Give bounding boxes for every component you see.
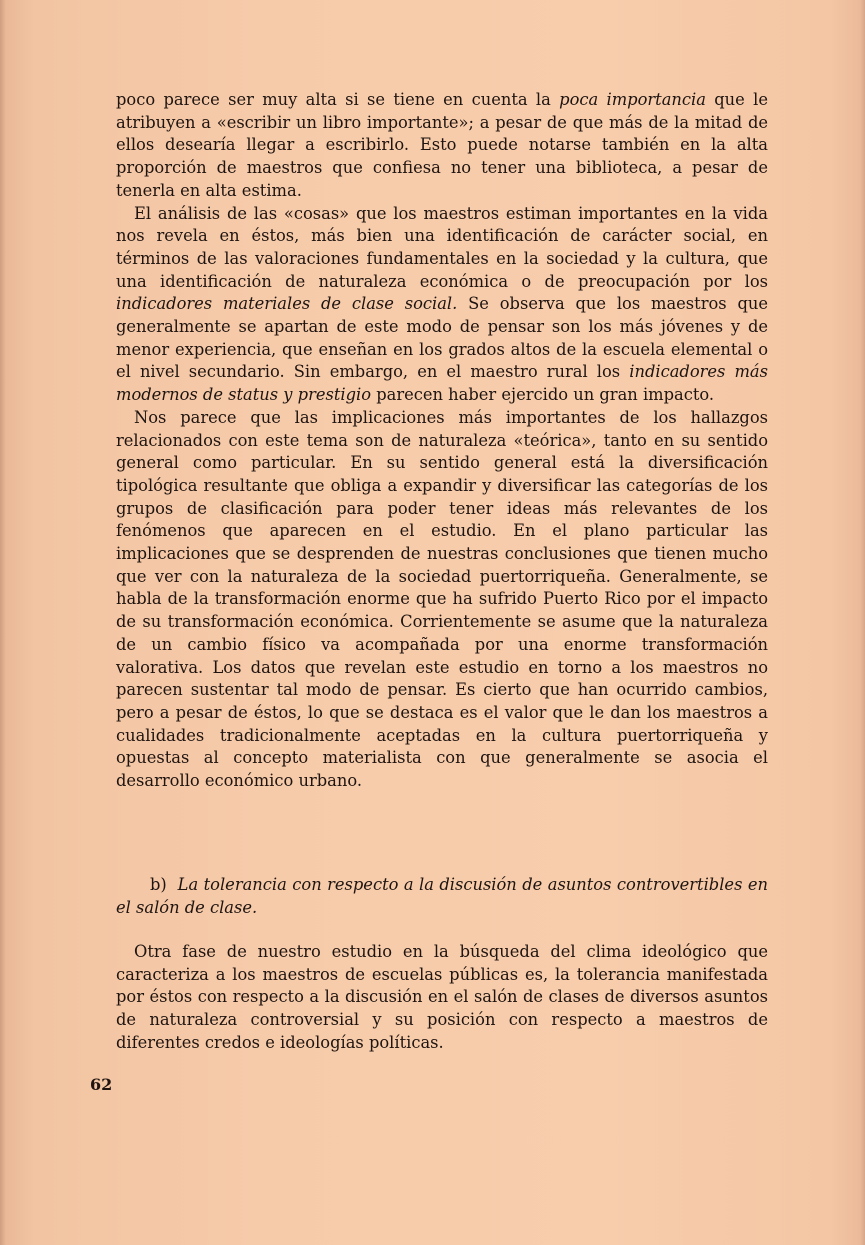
paragraph-2-text-b: Se observa que los maestros que generalmente se apartan de este modo de pensar son los más jóvenes y de menor experiencia, que enseñan en los grados altos de la escuela elemental o el nivel secundario. Sin embargo, en el maestro rural los [116, 294, 768, 382]
main-text-block [116, 89, 768, 793]
paragraph-1 [116, 89, 768, 203]
paragraph-1-emphasis: poca importancia [559, 90, 706, 109]
paragraph-2-text-a: El análisis de las «cosas» que los maestros estiman importantes en la vida nos revela en éstos, más bien una identificación de carácter social, en términos de las valoraciones fundamentales en la sociedad y la cultura, que una identificación de naturaleza económica o de preocupación por los [116, 203, 768, 291]
section-heading-title: La tolerancia con respecto a la discusión de asuntos controvertibles en el salón de clase. [116, 875, 768, 917]
paragraph-1-text-b: que le atribuyen a «escribir un libro importante»; a pesar de que más de la mitad de ellos desearía llegar a escribirlo. Esto puede notarse también en la alta proporción de maestros que confiesa no tener una biblioteca, a pesar de tenerla en alta estima. [116, 90, 768, 200]
paragraph-1-text-a: poco parece ser muy alta si se tiene en cuenta la [116, 90, 560, 109]
paragraph-3: Nos parece que las implicaciones más importantes de los hallazgos relacionados con este tema son de naturaleza «teórica», tanto en su sentido general como particular. En su sentido general está la diversificación tipológica resultante que obliga a expandir y diversificar las categorías de los grupos de clasificación para poder tener ideas más relevantes de los fenómenos que aparecen en el estudio. En el plano particular las implicaciones que se desprenden de nuestras conclusiones que tienen mucho que ver con la naturaleza de la sociedad puertorriqueña. Generalmente, se habla de la transformación enorme que ha sufrido Puerto Rico por el impacto de su transformación económica. Corrientemente se asume que la naturaleza de un cambio físico va acompañada por una enorme transformación valorativa. Los datos que revelan este estudio en torno a los maestros no parecen sustentar tal modo de pensar. Es cierto que han ocurrido cambios, pero a pesar de éstos, lo que se destaca es el valor que le dan los maestros a cualidades tradicionalmente aceptadas en la cultura puertorriqueña y opuestas al concepto materialista con que generalmente se asocia el desarrollo económico urbano. [116, 407, 768, 791]
paragraph-2-emphasis-a: indicadores materiales de clase social. [116, 294, 458, 314]
paragraph-2-text-c: parecen haber ejercido un gran impacto. [371, 385, 715, 405]
final-text-block [116, 941, 768, 1055]
page-edge-shadow-right [860, 0, 865, 1245]
paragraph-4: Otra fase de nuestro estudio en la búsqueda del clima ideológico que caracteriza a los maestros de escuelas públicas es, la tolerancia manifestada por éstos con respecto a la discusión en el salón de clases de diversos asuntos de naturaleza controversial y su posición con respecto a maestros de diferentes credos e ideologías políticas. [116, 942, 768, 1052]
section-heading-line [116, 874, 768, 919]
paragraph-2 [116, 203, 768, 407]
page-edge-shadow-left [0, 0, 6, 1245]
section-heading-label: b) [150, 875, 167, 894]
section-heading [116, 874, 768, 919]
paragraph-2-emphasis-b: indicadores más modernos de status y prestigio [116, 362, 768, 405]
page-number: 62 [90, 1075, 113, 1094]
